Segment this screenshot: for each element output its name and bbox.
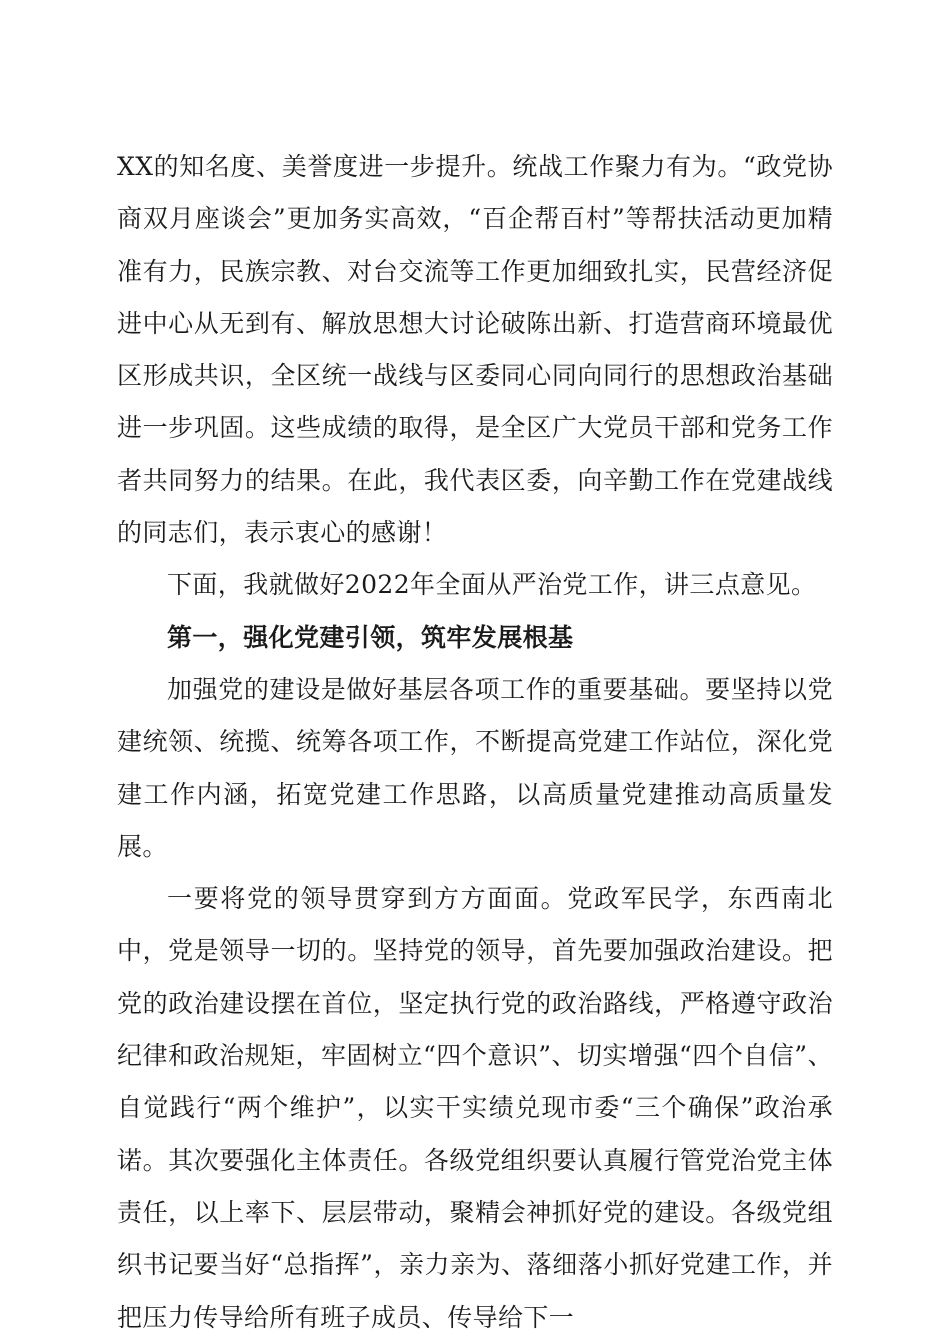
paragraph-intro: 下面，我就做好2022年全面从严治党工作，讲三点意见。 (167, 570, 817, 600)
paragraph-section-lead: 加强党的建设是做好基层各项工作的重要基础。要坚持以党建统领、统揽、统筹各项工作，不断提高党建工作站位，深化党建工作内涵，拓宽党建工作思路，以高质量党建推动高质量发展。 (117, 674, 833, 861)
document-body (117, 141, 833, 1344)
paragraph-point-one: 一要将党的领导贯穿到方方面面。党政军民学，东西南北中，党是领导一切的。坚持党的领导，首先要加强政治建设。把党的政治建设摆在首位，坚定执行党的政治路线，严格遵守政治纪律和政治规矩，牢固树立“四个意识”、切实增强“四个自信”、自觉践行“两个维护”，以实干实绩兑现市委“三个确保”政治承诺。其次要强化主体责任。各级党组织要认真履行管党治党主体责任，以上率下、层层带动，聚精会神抓好党的建设。各级党组织书记要当好“总指挥”，亲力亲为、落细落小抓好党建工作，并把压力传导给所有班子成员、传导给下一 (117, 884, 833, 1332)
section-heading: 第一，强化党建引领，筑牢发展根基 (167, 622, 574, 652)
paragraph-continuation: XX的知名度、美誉度进一步提升。统战工作聚力有为。“政党协商双月座谈会”更加务实高效，“百企帮百村”等帮扶活动更加精准有力，民族宗教、对台交流等工作更加细致扎实，民营经济促进中心从无到有、解放思想大讨论破陈出新、打造营商环境最优区形成共识，全区统一战线与区委同心同向同行的思想政治基础进一步巩固。这些成绩的取得，是全区广大党员干部和党务工作者共同努力的结果。在此，我代表区委，向辛勤工作在党建战线的同志们，表示衷心的感谢！ (117, 152, 833, 548)
